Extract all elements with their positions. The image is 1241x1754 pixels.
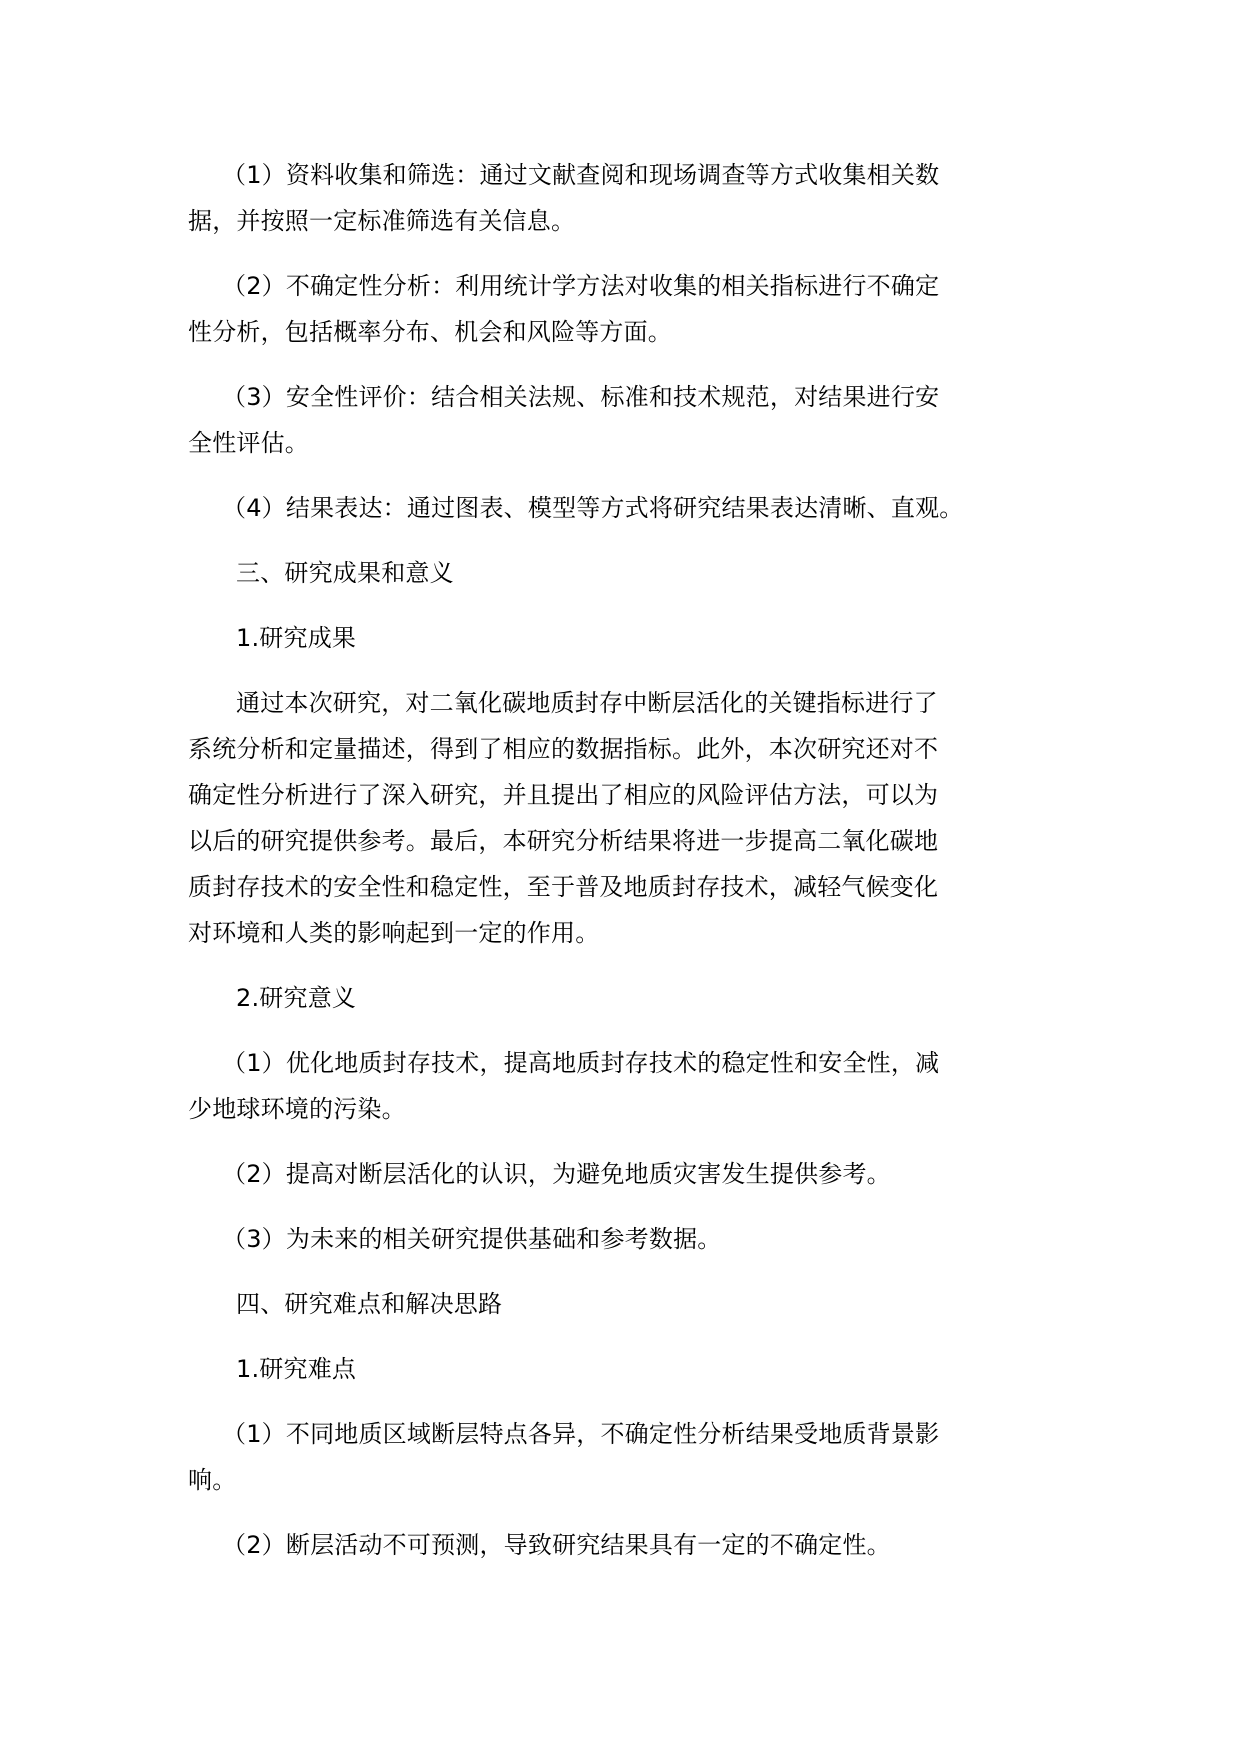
paragraph-method-3 (188, 374, 1068, 466)
text-line: 对环境和人类的影响起到一定的作用。 (188, 919, 600, 947)
text-line: （3）安全性评价：结合相关法规、标准和技术规范，对结果进行安 (222, 383, 940, 411)
heading-text: 四、研究难点和解决思路 (236, 1290, 503, 1318)
paragraph-results (188, 680, 1068, 956)
section-heading-3 (188, 550, 1068, 596)
text-line: 以后的研究提供参考。最后，本研究分析结果将进一步提高二氧化碳地 (188, 827, 939, 855)
paragraph-method-2 (188, 263, 1068, 355)
paragraph-difficulty-2 (188, 1522, 1068, 1568)
text-line: 性分析，包括概率分布、机会和风险等方面。 (188, 318, 672, 346)
text-line: 系统分析和定量描述，得到了相应的数据指标。此外，本次研究还对不 (188, 735, 939, 763)
text-line: 据，并按照一定标准筛选有关信息。 (188, 207, 576, 235)
text-line: （1）优化地质封存技术，提高地质封存技术的稳定性和安全性，减 (222, 1049, 940, 1077)
text-line: 确定性分析进行了深入研究，并且提出了相应的风险评估方法，可以为 (188, 781, 939, 809)
text-line: （2）断层活动不可预测，导致研究结果具有一定的不确定性。 (222, 1531, 891, 1559)
paragraph-significance-2 (188, 1151, 1068, 1197)
text-line: （4）结果表达：通过图表、模型等方式将研究结果表达清晰、直观。 (222, 494, 964, 522)
paragraph-method-4 (188, 485, 1068, 531)
paragraph-significance-3 (188, 1216, 1068, 1262)
text-line: （1）资料收集和筛选：通过文献查阅和现场调查等方式收集相关数 (222, 161, 940, 189)
subheading-significance (188, 975, 1068, 1021)
heading-text: 1.研究成果 (236, 624, 357, 652)
document-body (188, 152, 1068, 1568)
paragraph-significance-1 (188, 1040, 1068, 1132)
paragraph-difficulty-1 (188, 1411, 1068, 1503)
text-line: 响。 (188, 1466, 237, 1494)
heading-text: 2.研究意义 (236, 984, 357, 1012)
text-line: 少地球环境的污染。 (188, 1095, 406, 1123)
heading-text: 1.研究难点 (236, 1355, 357, 1383)
subheading-difficulties (188, 1346, 1068, 1392)
heading-text: 三、研究成果和意义 (236, 559, 454, 587)
text-line: 通过本次研究，对二氧化碳地质封存中断层活化的关键指标进行了 (236, 689, 938, 717)
paragraph-method-1 (188, 152, 1068, 244)
text-line: （2）提高对断层活化的认识，为避免地质灾害发生提供参考。 (222, 1160, 891, 1188)
text-line: （3）为未来的相关研究提供基础和参考数据。 (222, 1225, 722, 1253)
subheading-results (188, 615, 1068, 661)
section-heading-4 (188, 1281, 1068, 1327)
text-line: 质封存技术的安全性和稳定性，至于普及地质封存技术，减轻气候变化 (188, 873, 939, 901)
text-line: （2）不确定性分析：利用统计学方法对收集的相关指标进行不确定 (222, 272, 940, 300)
text-line: 全性评估。 (188, 429, 309, 457)
text-line: （1）不同地质区域断层特点各异，不确定性分析结果受地质背景影 (222, 1420, 940, 1448)
